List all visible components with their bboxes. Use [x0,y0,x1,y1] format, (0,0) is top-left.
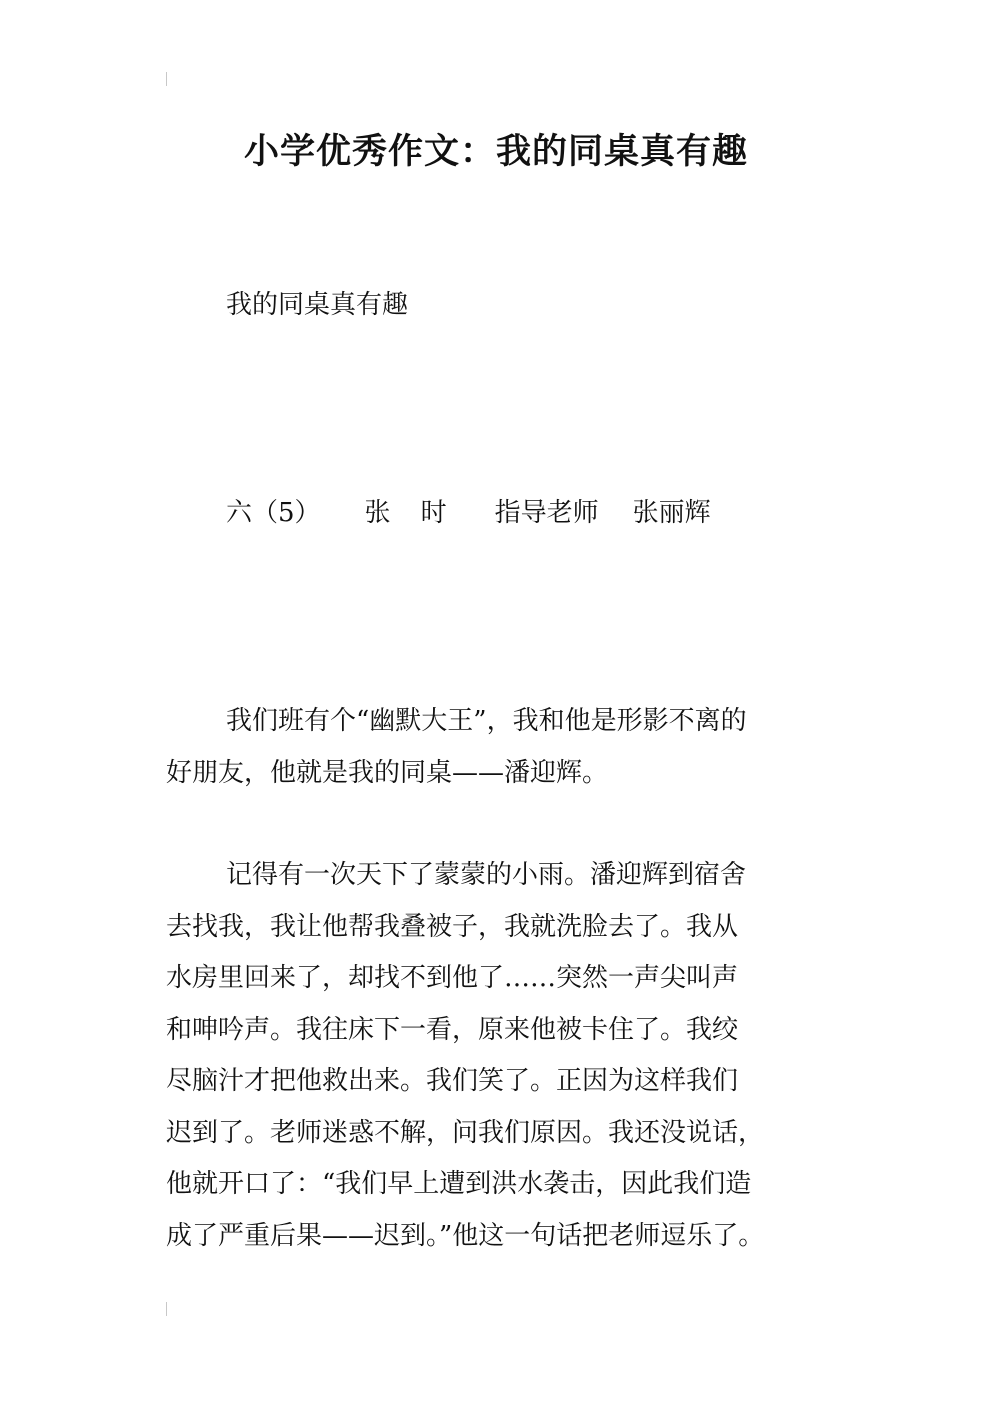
paragraph-line: 我们班有个“幽默大王”，我和他是形影不离的 [226,706,747,736]
paragraph-line: 去找我，我让他帮我叠被子，我就洗脸去了。我从 [166,911,739,942]
essay-subtitle: 我的同桌真有趣 [226,290,409,320]
document-title: 小学优秀作文：我的同桌真有趣 [243,132,748,172]
paragraph-1 [166,696,846,799]
author-line [226,492,711,529]
paragraph-line: 成了严重后果——迟到。”他这一句话把老师逗乐了。 [166,1220,765,1251]
teacher-label: 指导老师 [494,498,599,528]
paragraph-line: 记得有一次天下了蒙蒙的小雨。潘迎辉到宿舍 [226,860,747,890]
paragraph-line: 和呻吟声。我往床下一看，原来他被卡住了。我绞 [166,1014,739,1045]
author-name-first: 张 [364,498,391,528]
paragraph-2 [166,850,846,1262]
teacher-name: 张丽辉 [632,498,711,528]
page-corner-mark [166,1302,167,1316]
page-corner-mark [166,72,167,86]
paragraph-line: 水房里回来了，却找不到他了……突然一声尖叫声 [166,963,739,993]
author-name-second: 时 [420,498,447,528]
paragraph-line: 尽脑汁才把他救出来。我们笑了。正因为这样我们 [166,1066,739,1096]
class-info: 六（5） [226,498,321,528]
paragraph-line: 好朋友，他就是我的同桌——潘迎辉。 [166,757,609,788]
paragraph-line: 他就开口了：“我们早上遭到洪水袭击，因此我们造 [166,1169,752,1199]
paragraph-line: 迟到了。老师迷惑不解，问我们原因。我还没说话， [166,1117,765,1148]
